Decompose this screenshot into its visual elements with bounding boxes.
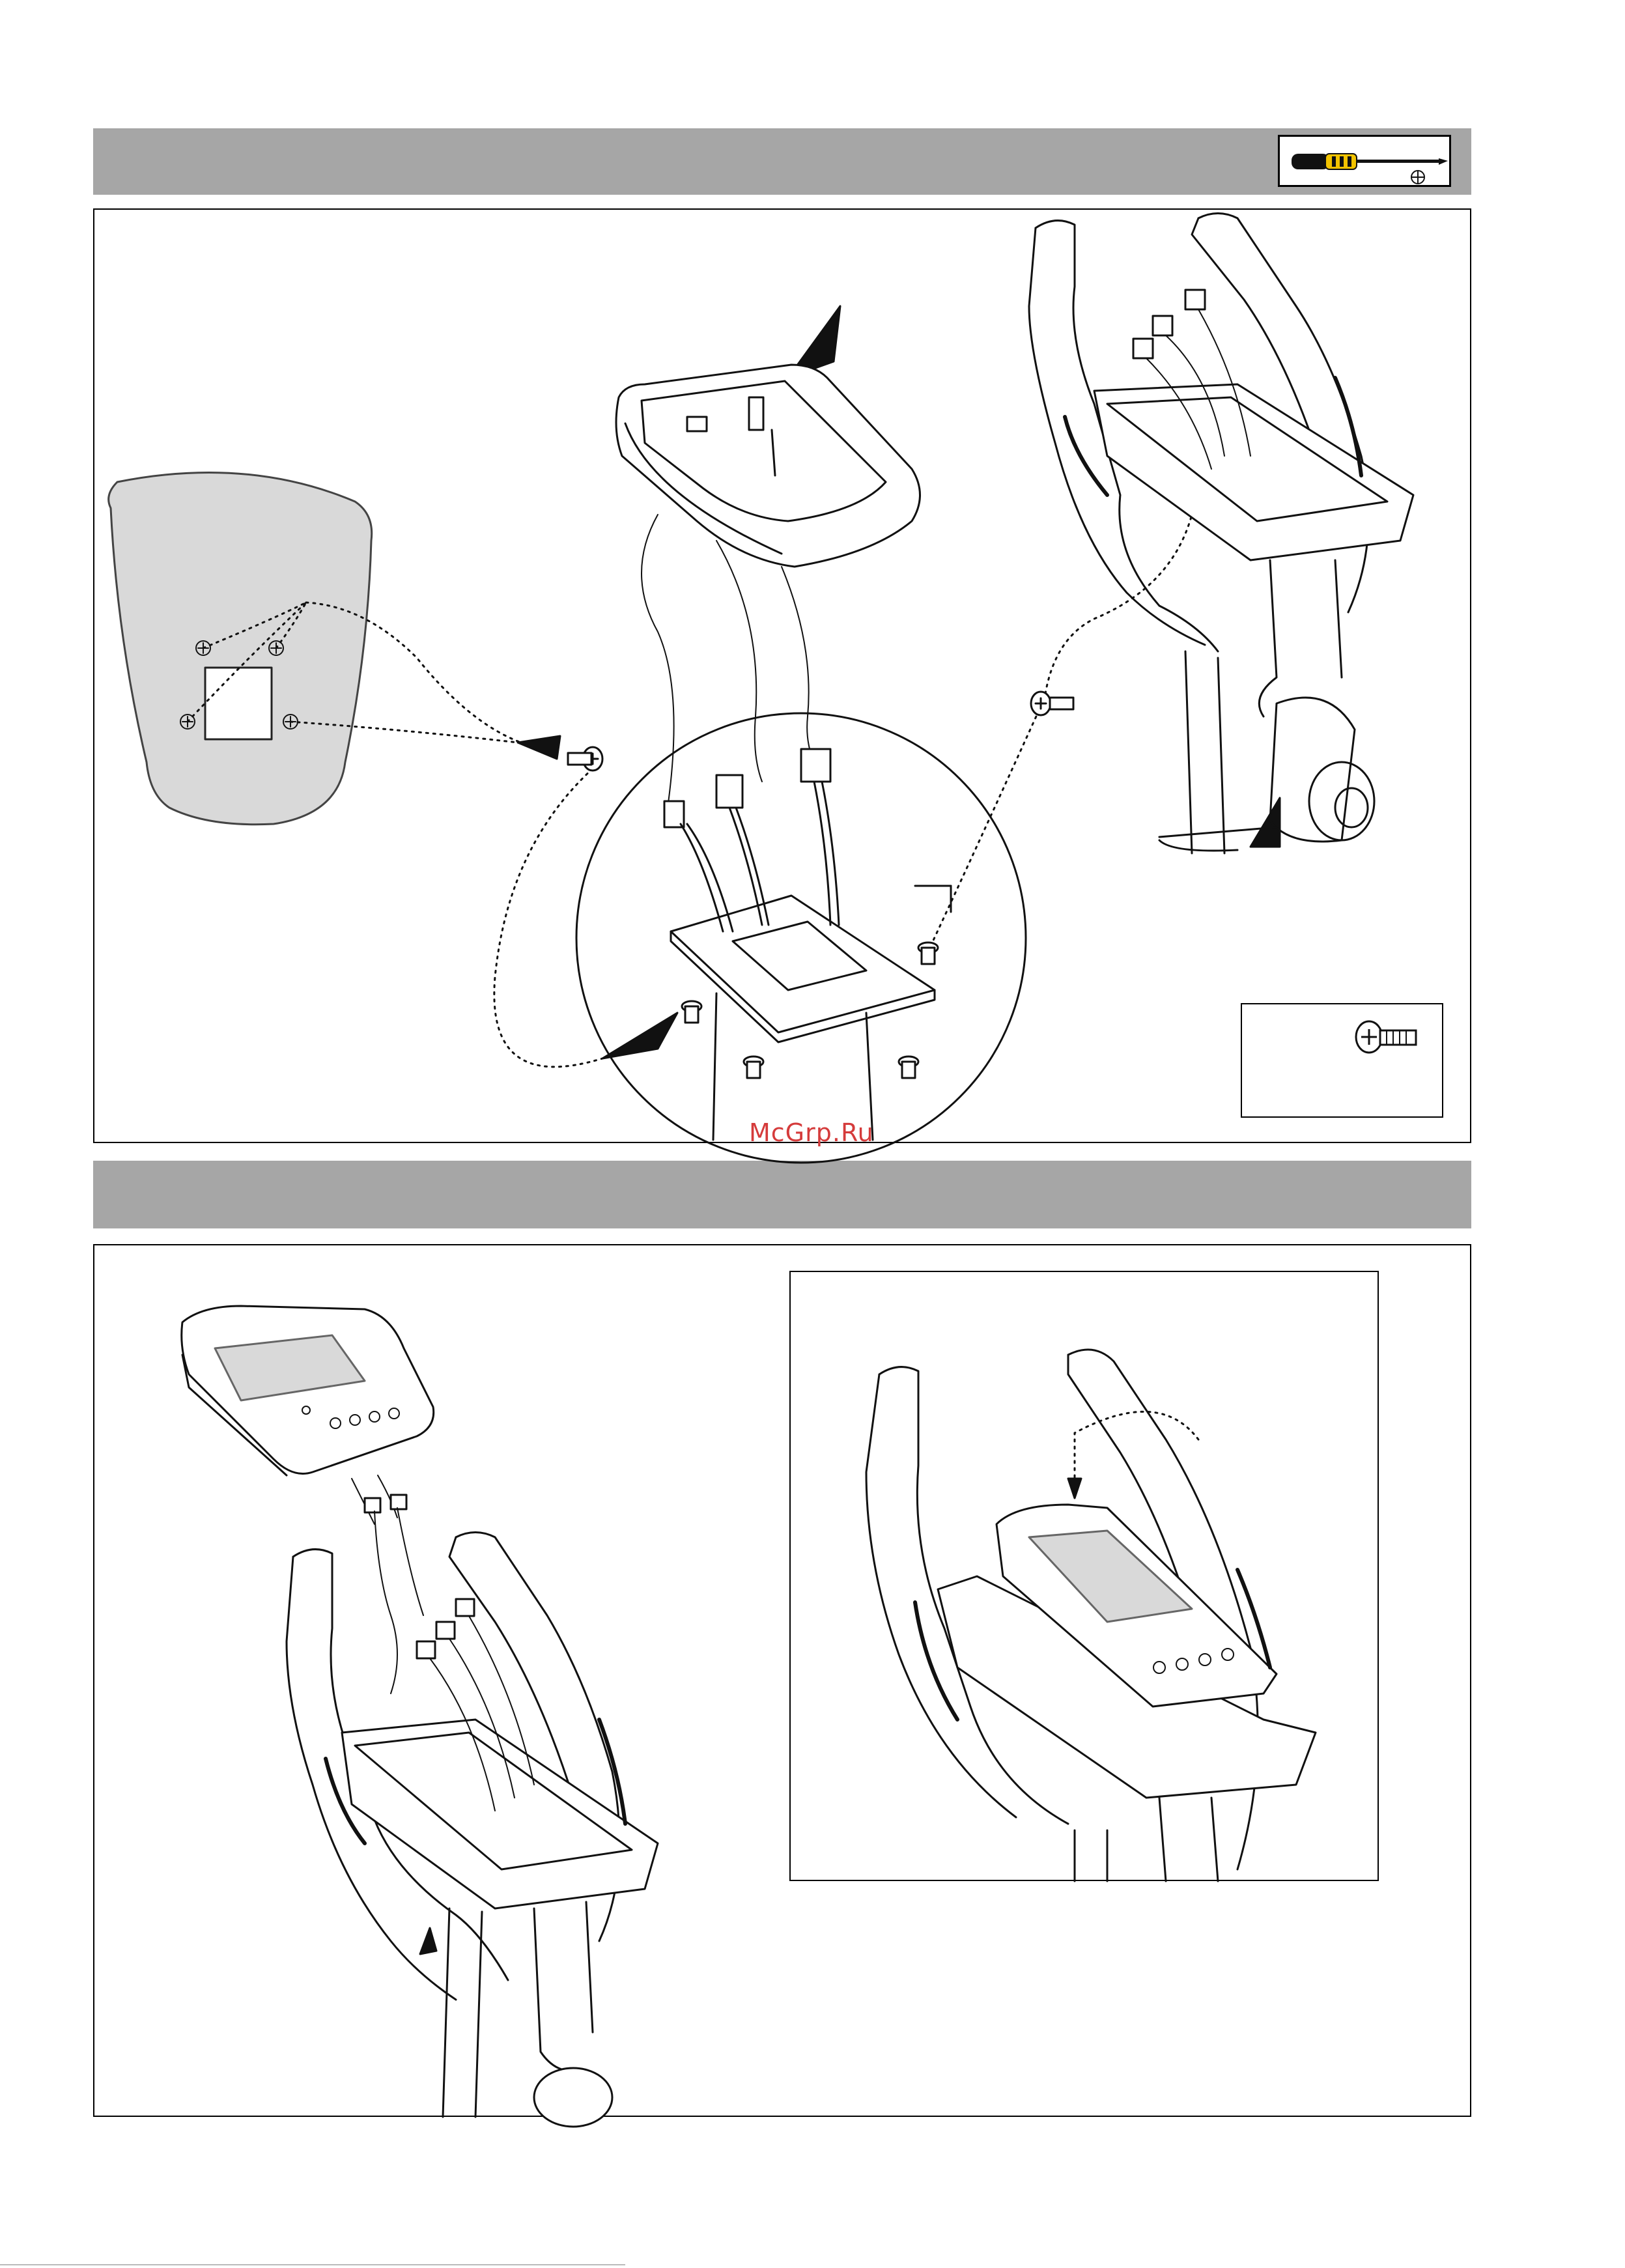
bike-frame-section-2-left — [287, 1533, 658, 2127]
magnified-detail-circle — [576, 713, 1026, 1163]
mounting-template-card — [109, 472, 372, 824]
loose-screw-left — [568, 747, 602, 771]
assembled-console-view — [866, 1350, 1316, 1881]
bike-frame-section-1 — [1029, 214, 1413, 854]
console-unit-being-attached — [182, 1306, 434, 1694]
console-housing-removed — [616, 365, 920, 567]
loose-screw-right — [1031, 692, 1073, 715]
footer-rule — [0, 2264, 625, 2265]
watermark-text: McGrp.Ru — [749, 1118, 874, 1147]
